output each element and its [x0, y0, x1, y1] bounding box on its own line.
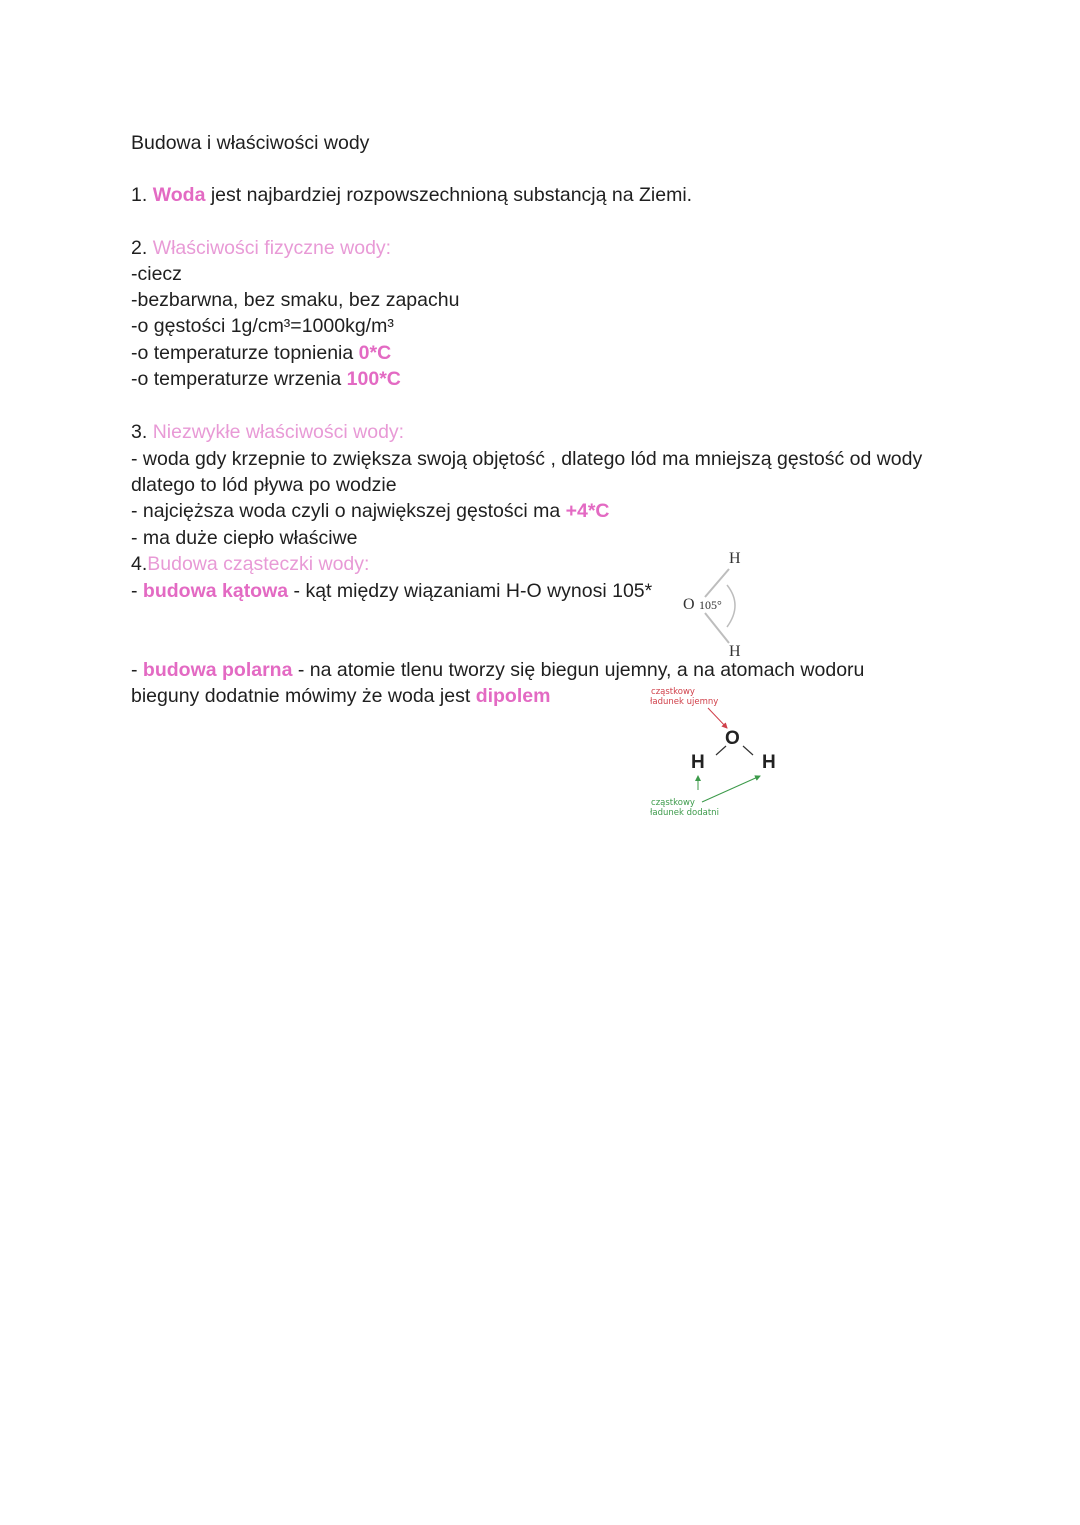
boiling-text: -o temperaturze wrzenia	[131, 368, 347, 390]
paragraph-1-number: 1.	[131, 184, 153, 206]
list-item-continuation: dlatego to lód pływa po wodzie	[131, 474, 397, 496]
polar-text-2: bieguny dodatnie mówimy że woda jest	[131, 685, 476, 707]
angular-term: budowa kątowa	[142, 580, 289, 602]
polar-dash: -	[131, 659, 143, 681]
water-polar-diagram	[630, 684, 790, 824]
page-title: Budowa i właściwości wody	[131, 132, 370, 154]
molecule-structure-heading	[131, 551, 369, 577]
angle-value: 105°	[699, 598, 722, 612]
list-item: -o gęstości 1g/cm³=1000kg/m³	[131, 315, 394, 337]
list-item-melting	[131, 340, 391, 366]
bond-lower	[705, 613, 729, 643]
section-4-number: 4.	[131, 553, 148, 575]
angle-arc	[727, 585, 735, 627]
positive-arrow-right	[702, 776, 760, 802]
list-item-boiling	[131, 366, 401, 392]
positive-label-line-2: ładunek dodatni	[650, 808, 719, 818]
paragraph-1	[131, 182, 692, 208]
list-item: -ciecz	[131, 263, 182, 285]
density-text: - najcięższa woda czyli o największej gęstości ma	[131, 500, 566, 522]
negative-arrow	[708, 708, 727, 728]
polar-term: budowa polarna	[142, 659, 293, 681]
h-atom-top: H	[729, 550, 741, 567]
angular-structure-line	[131, 578, 652, 604]
section-2-heading: Właściwości fizyczne wody:	[152, 237, 392, 259]
list-item: - ma duże ciepło właściwe	[131, 527, 358, 549]
polar-structure-line-2	[131, 683, 550, 709]
boiling-value: 100*C	[346, 368, 401, 390]
angular-text: - kąt między wiązaniami H-O wynosi 105*	[288, 580, 653, 602]
paragraph-1-text: jest najbardziej rozpowszechnioną substancją na Ziemi.	[205, 184, 693, 206]
melting-text: -o temperaturze topnienia	[131, 342, 359, 364]
density-value: +4*C	[565, 500, 610, 522]
unusual-properties-heading	[131, 419, 404, 445]
h-atom-right: H	[762, 752, 776, 773]
positive-label-line-1: cząstkowy	[651, 798, 695, 808]
angular-dash: -	[131, 580, 143, 602]
polar-structure-line	[131, 657, 864, 683]
o-atom: O	[683, 596, 695, 613]
list-item: - woda gdy krzepnie to zwiększa swoją objętość , dlatego lód ma mniejszą gęstość od wody	[131, 448, 923, 470]
h-atom-bottom: H	[729, 643, 741, 660]
negative-label-line-1: cząstkowy	[651, 687, 695, 697]
melting-value: 0*C	[358, 342, 392, 364]
list-item: -bezbarwna, bez smaku, bez zapachu	[131, 289, 460, 311]
section-3-number: 3.	[131, 421, 153, 443]
dipole-highlight: dipolem	[475, 685, 551, 707]
bond-right	[743, 746, 753, 755]
o-atom-polar: O	[725, 728, 740, 749]
water-angle-diagram	[675, 545, 765, 663]
negative-charge-label	[650, 687, 719, 707]
bond-upper	[705, 569, 729, 597]
section-2-number: 2.	[131, 237, 153, 259]
section-4-heading: Budowa cząsteczki wody:	[147, 553, 370, 575]
physical-properties-heading	[131, 235, 391, 261]
polar-text: - na atomie tlenu tworzy się biegun ujemny, a na atomach wodoru	[292, 659, 865, 681]
positive-charge-label	[650, 798, 719, 818]
negative-label-line-2: ładunek ujemny	[650, 697, 719, 707]
section-3-heading: Niezwykłe właściwości wody:	[152, 421, 405, 443]
h-atom-left: H	[691, 752, 705, 773]
woda-highlight: Woda	[152, 184, 206, 206]
list-item-density	[131, 498, 610, 524]
